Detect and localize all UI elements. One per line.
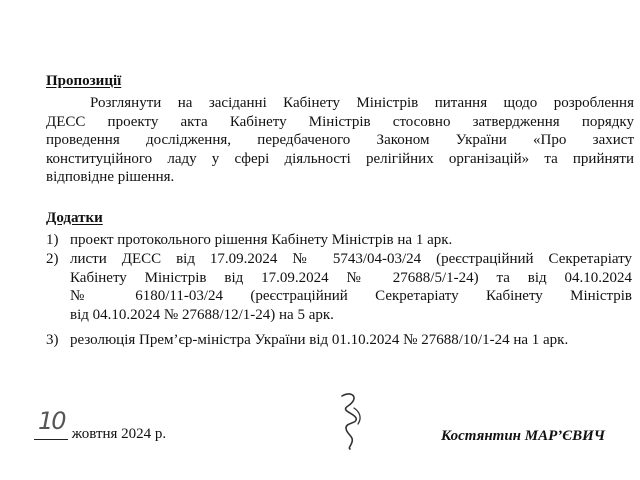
paragraph-line: відповідне рішення. (46, 169, 175, 186)
signer-name: Костянтин МАР’ЄВИЧ (441, 428, 606, 444)
item-line: проект протокольного рішення Кабінету Міністрів на 1 арк. (70, 232, 453, 248)
paragraph-line: конституційного ладу у сфері діяльності релігійних організацій» та прийняти (46, 150, 634, 167)
attachments-heading: Додатки (46, 210, 103, 226)
item-number: 1) (46, 232, 59, 248)
proposals-heading: Пропозиції (46, 73, 122, 89)
paragraph-line: проведення дослідження, передбаченого Законом України «Про захист (46, 132, 634, 149)
item-line: Кабінету Міністрів від 17.09.2024 № 27688/5/1-24) та від 04.10.2024 (70, 269, 632, 286)
date-text: жовтня 2024 р. (71, 426, 167, 442)
date-line (34, 407, 167, 443)
item-number: 3) (46, 332, 59, 348)
item-line: від 04.10.2024 № 27688/12/1-24) на 5 арк. (70, 306, 334, 323)
proposals-paragraph (46, 94, 634, 187)
day-field (34, 407, 68, 442)
item-line: № 6180/11-03/24 (реєстраційний Секретаріату Кабінету Міністрів (70, 288, 632, 305)
paragraph-line: ДЕСС проекту акта Кабінету Міністрів стосовно затвердження порядку (46, 113, 634, 130)
handwritten-signature (330, 388, 370, 450)
handwritten-day: 10 (38, 407, 65, 435)
item-line: листи ДЕСС від 17.09.2024 № 5743/04-03/24 (реєстраційний Секретаріату (70, 251, 632, 267)
paragraph-line: Розглянути на засіданні Кабінету Міністрів питання щодо розроблення (90, 95, 634, 111)
item-number: 2) (46, 251, 59, 267)
item-line: резолюція Прем’єр-міністра України від 01.10.2024 № 27688/10/1-24 на 1 арк. (70, 332, 569, 348)
